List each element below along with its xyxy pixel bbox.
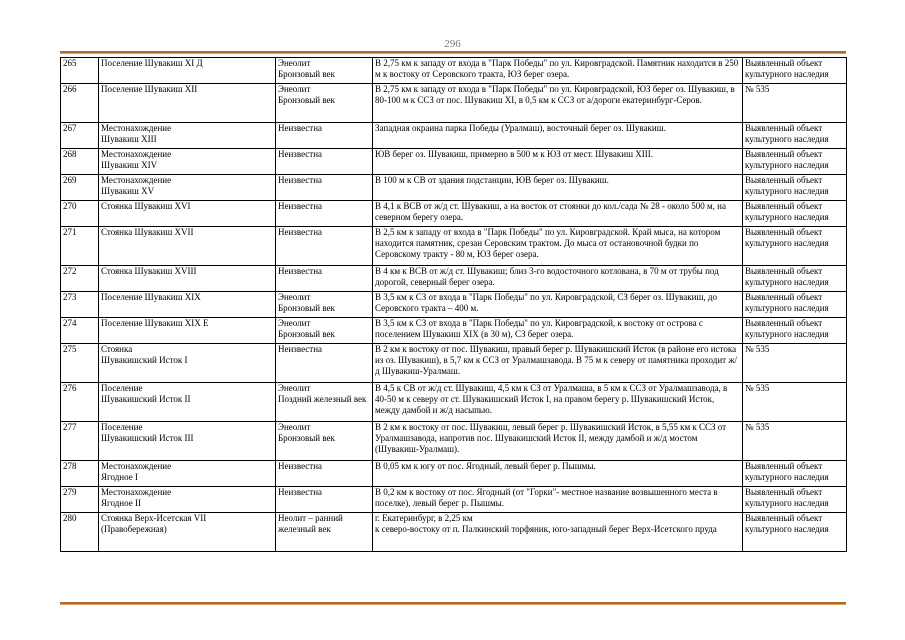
row-number-cell: 265 — [61, 58, 99, 84]
location-cell: В 3,5 км к СЗ от входа в "Парк Победы" по ул. Кировградской, к востоку от острова с поселением Шувакиш XIX (в 30 м), СЗ берег озера. — [373, 318, 743, 344]
table-row — [61, 201, 847, 227]
table-row — [61, 487, 847, 513]
row-number-cell: 268 — [61, 149, 99, 175]
table-row — [61, 266, 847, 292]
row-number-cell: 271 — [61, 227, 99, 266]
row-number-cell: 276 — [61, 383, 99, 422]
row-number-cell: 278 — [61, 461, 99, 487]
row-number-cell: 267 — [61, 123, 99, 149]
row-number-cell: 269 — [61, 175, 99, 201]
period-cell: Неизвестна — [276, 344, 373, 383]
status-cell: № 535 — [743, 344, 847, 383]
location-cell: В 3,5 км к СЗ от входа в "Парк Победы" по ул. Кировградской, СЗ берег оз. Шувакиш, до Серовского тракта – 400 м. — [373, 292, 743, 318]
location-cell: Западная окраина парка Победы (Уралмаш), восточный берег оз. Шувакиш. — [373, 123, 743, 149]
location-cell: В 2 км к востоку от пос. Шувакиш, правый берег р. Шувакишский Исток (в районе его истока из оз. Шувакиш), в 5,7 км к ССЗ от Уралмашзавода. В 75 м к северу от памятника проходит ж/д Шувакиш-Уралмаш. — [373, 344, 743, 383]
period-cell: Неизвестна — [276, 461, 373, 487]
site-name-cell: Стоянка Шувакиш XVI — [99, 201, 276, 227]
site-name-cell: Поселение Шувакишский Исток III — [99, 422, 276, 461]
bottom-rule — [60, 602, 846, 605]
table-row — [61, 292, 847, 318]
status-cell: Выявленный объект культурного наследия — [743, 461, 847, 487]
site-name-cell: Стоянка Шувакиш XVIII — [99, 266, 276, 292]
table-row — [61, 227, 847, 266]
row-number-cell: 279 — [61, 487, 99, 513]
status-cell: Выявленный объект культурного наследия — [743, 58, 847, 84]
table-row — [61, 461, 847, 487]
table-row — [61, 422, 847, 461]
period-cell: Энеолит Бронзовый век — [276, 318, 373, 344]
table-row — [61, 149, 847, 175]
location-cell: В 0,05 км к югу от пос. Ягодный, левый берег р. Пышмы. — [373, 461, 743, 487]
row-number-cell: 275 — [61, 344, 99, 383]
row-number-cell: 266 — [61, 84, 99, 123]
status-cell: № 535 — [743, 383, 847, 422]
status-cell: Выявленный объект культурного наследия — [743, 487, 847, 513]
site-name-cell: Местонахождение Ягодное II — [99, 487, 276, 513]
status-cell: № 535 — [743, 422, 847, 461]
site-name-cell: Поселение Шувакиш XIX — [99, 292, 276, 318]
period-cell: Неизвестна — [276, 487, 373, 513]
site-name-cell: Стоянка Шувакиш XVII — [99, 227, 276, 266]
site-name-cell: Стоянка Верх-Исетская VII (Правобережная) — [99, 513, 276, 552]
site-name-cell: Поселение Шувакиш XI Д — [99, 58, 276, 84]
site-name-cell: Поселение Шувакиш XII — [99, 84, 276, 123]
site-name-cell: Местонахождение Шувакиш XV — [99, 175, 276, 201]
location-cell: В 4,1 к ВСВ от ж/д ст. Шувакиш, а на восток от стоянки до кол./сада № 28 - около 500 м, на северном берегу озера. — [373, 201, 743, 227]
location-cell: В 4,5 к СВ от ж/д ст. Шувакиш, 4,5 км к СЗ от Уралмаша, в 5 км к ССЗ от Уралмашзавода, в 40-50 м к северу от ст. Шувакишский Исток I, на правом берегу р. Шувакишский Исток, между дамбой и ж/д насыпью. — [373, 383, 743, 422]
table-row — [61, 344, 847, 383]
period-cell: Неизвестна — [276, 201, 373, 227]
table-row — [61, 513, 847, 552]
location-cell: В 100 м к СВ от здания подстанции, ЮВ берег оз. Шувакиш. — [373, 175, 743, 201]
table-row — [61, 123, 847, 149]
site-name-cell: Местонахождение Ягодное I — [99, 461, 276, 487]
site-name-cell: Стоянка Шувакишский Исток I — [99, 344, 276, 383]
status-cell: Выявленный объект культурного наследия — [743, 292, 847, 318]
location-cell: В 2,5 км к западу от входа в "Парк Победы" по ул. Кировградской. Край мыса, на котором находится памятник, срезан Серовским трактом. До мыса от остановочной будки по Серовскому тракту - 80 м, ЮЗ берег озера. — [373, 227, 743, 266]
status-cell: Выявленный объект культурного наследия — [743, 201, 847, 227]
site-name-cell: Поселение Шувакишский Исток II — [99, 383, 276, 422]
location-cell: В 2,75 км к западу от входа в "Парк Победы" по ул. Кировградской, ЮЗ берег оз. Шувакиш, в 80-100 м к ССЗ от пос. Шувакиш XI, в 0,5 км к ССЗ от а/дороги екатеринбург-Серов. — [373, 84, 743, 123]
table-body — [61, 58, 847, 552]
row-number-cell: 274 — [61, 318, 99, 344]
period-cell: Энеолит Бронзовый век — [276, 58, 373, 84]
location-cell: В 2 км к востоку от пос. Шувакиш, левый берег р. Шувакишский Исток, в 5,55 км к ССЗ от Уралмашзавода, напротив пос. Шувакишский Исток II, между дамбой и ж/д мостом (Шувакиш-Уралмаш). — [373, 422, 743, 461]
period-cell: Энеолит Бронзовый век — [276, 422, 373, 461]
status-cell: Выявленный объект культурного наследия — [743, 266, 847, 292]
status-cell: Выявленный объект культурного наследия — [743, 318, 847, 344]
location-cell: В 4 км к ВСВ от ж/д ст. Шувакиш; близ 3-го водосточного котлована, в 70 м от трубы под дорогой, северный берег озера. — [373, 266, 743, 292]
site-name-cell: Поселение Шувакиш XIX Е — [99, 318, 276, 344]
status-cell: Выявленный объект культурного наследия — [743, 123, 847, 149]
period-cell: Неизвестна — [276, 227, 373, 266]
status-cell: Выявленный объект культурного наследия — [743, 149, 847, 175]
status-cell: Выявленный объект культурного наследия — [743, 513, 847, 552]
table-row — [61, 383, 847, 422]
location-cell: г. Екатеринбург, в 2,25 км к северо-востоку от п. Палкинский торфяник, юго-западный берег Верх-Исетского пруда — [373, 513, 743, 552]
table-row — [61, 84, 847, 123]
location-cell: ЮВ берег оз. Шувакиш, примерно в 500 м к ЮЗ от мест. Шувакиш XIII. — [373, 149, 743, 175]
site-name-cell: Местонахождение Шувакиш XIV — [99, 149, 276, 175]
row-number-cell: 277 — [61, 422, 99, 461]
row-number-cell: 273 — [61, 292, 99, 318]
period-cell: Неолит – ранний железный век — [276, 513, 373, 552]
period-cell: Неизвестна — [276, 266, 373, 292]
top-rule — [60, 51, 846, 54]
row-number-cell: 280 — [61, 513, 99, 552]
row-number-cell: 270 — [61, 201, 99, 227]
table-row — [61, 318, 847, 344]
status-cell: № 535 — [743, 84, 847, 123]
row-number-cell: 272 — [61, 266, 99, 292]
status-cell: Выявленный объект культурного наследия — [743, 227, 847, 266]
table-row — [61, 175, 847, 201]
table-row — [61, 58, 847, 84]
period-cell: Энеолит Поздний железный век — [276, 383, 373, 422]
monuments-table — [60, 57, 847, 552]
period-cell: Неизвестна — [276, 149, 373, 175]
location-cell: В 0,2 км к востоку от пос. Ягодный (от "Горки"- местное название возвышенного места в поселке), левый берег р. Пышмы. — [373, 487, 743, 513]
page-number: 296 — [444, 38, 461, 50]
status-cell: Выявленный объект культурного наследия — [743, 175, 847, 201]
site-name-cell: Местонахождение Шувакиш XIII — [99, 123, 276, 149]
period-cell: Неизвестна — [276, 175, 373, 201]
period-cell: Неизвестна — [276, 123, 373, 149]
period-cell: Энеолит Бронзовый век — [276, 84, 373, 123]
location-cell: В 2,75 км к западу от входа в "Парк Победы" по ул. Кировградской. Памятник находится в 250 м к востоку от Серовского тракта, ЮЗ берег озера. — [373, 58, 743, 84]
period-cell: Энеолит Бронзовый век — [276, 292, 373, 318]
